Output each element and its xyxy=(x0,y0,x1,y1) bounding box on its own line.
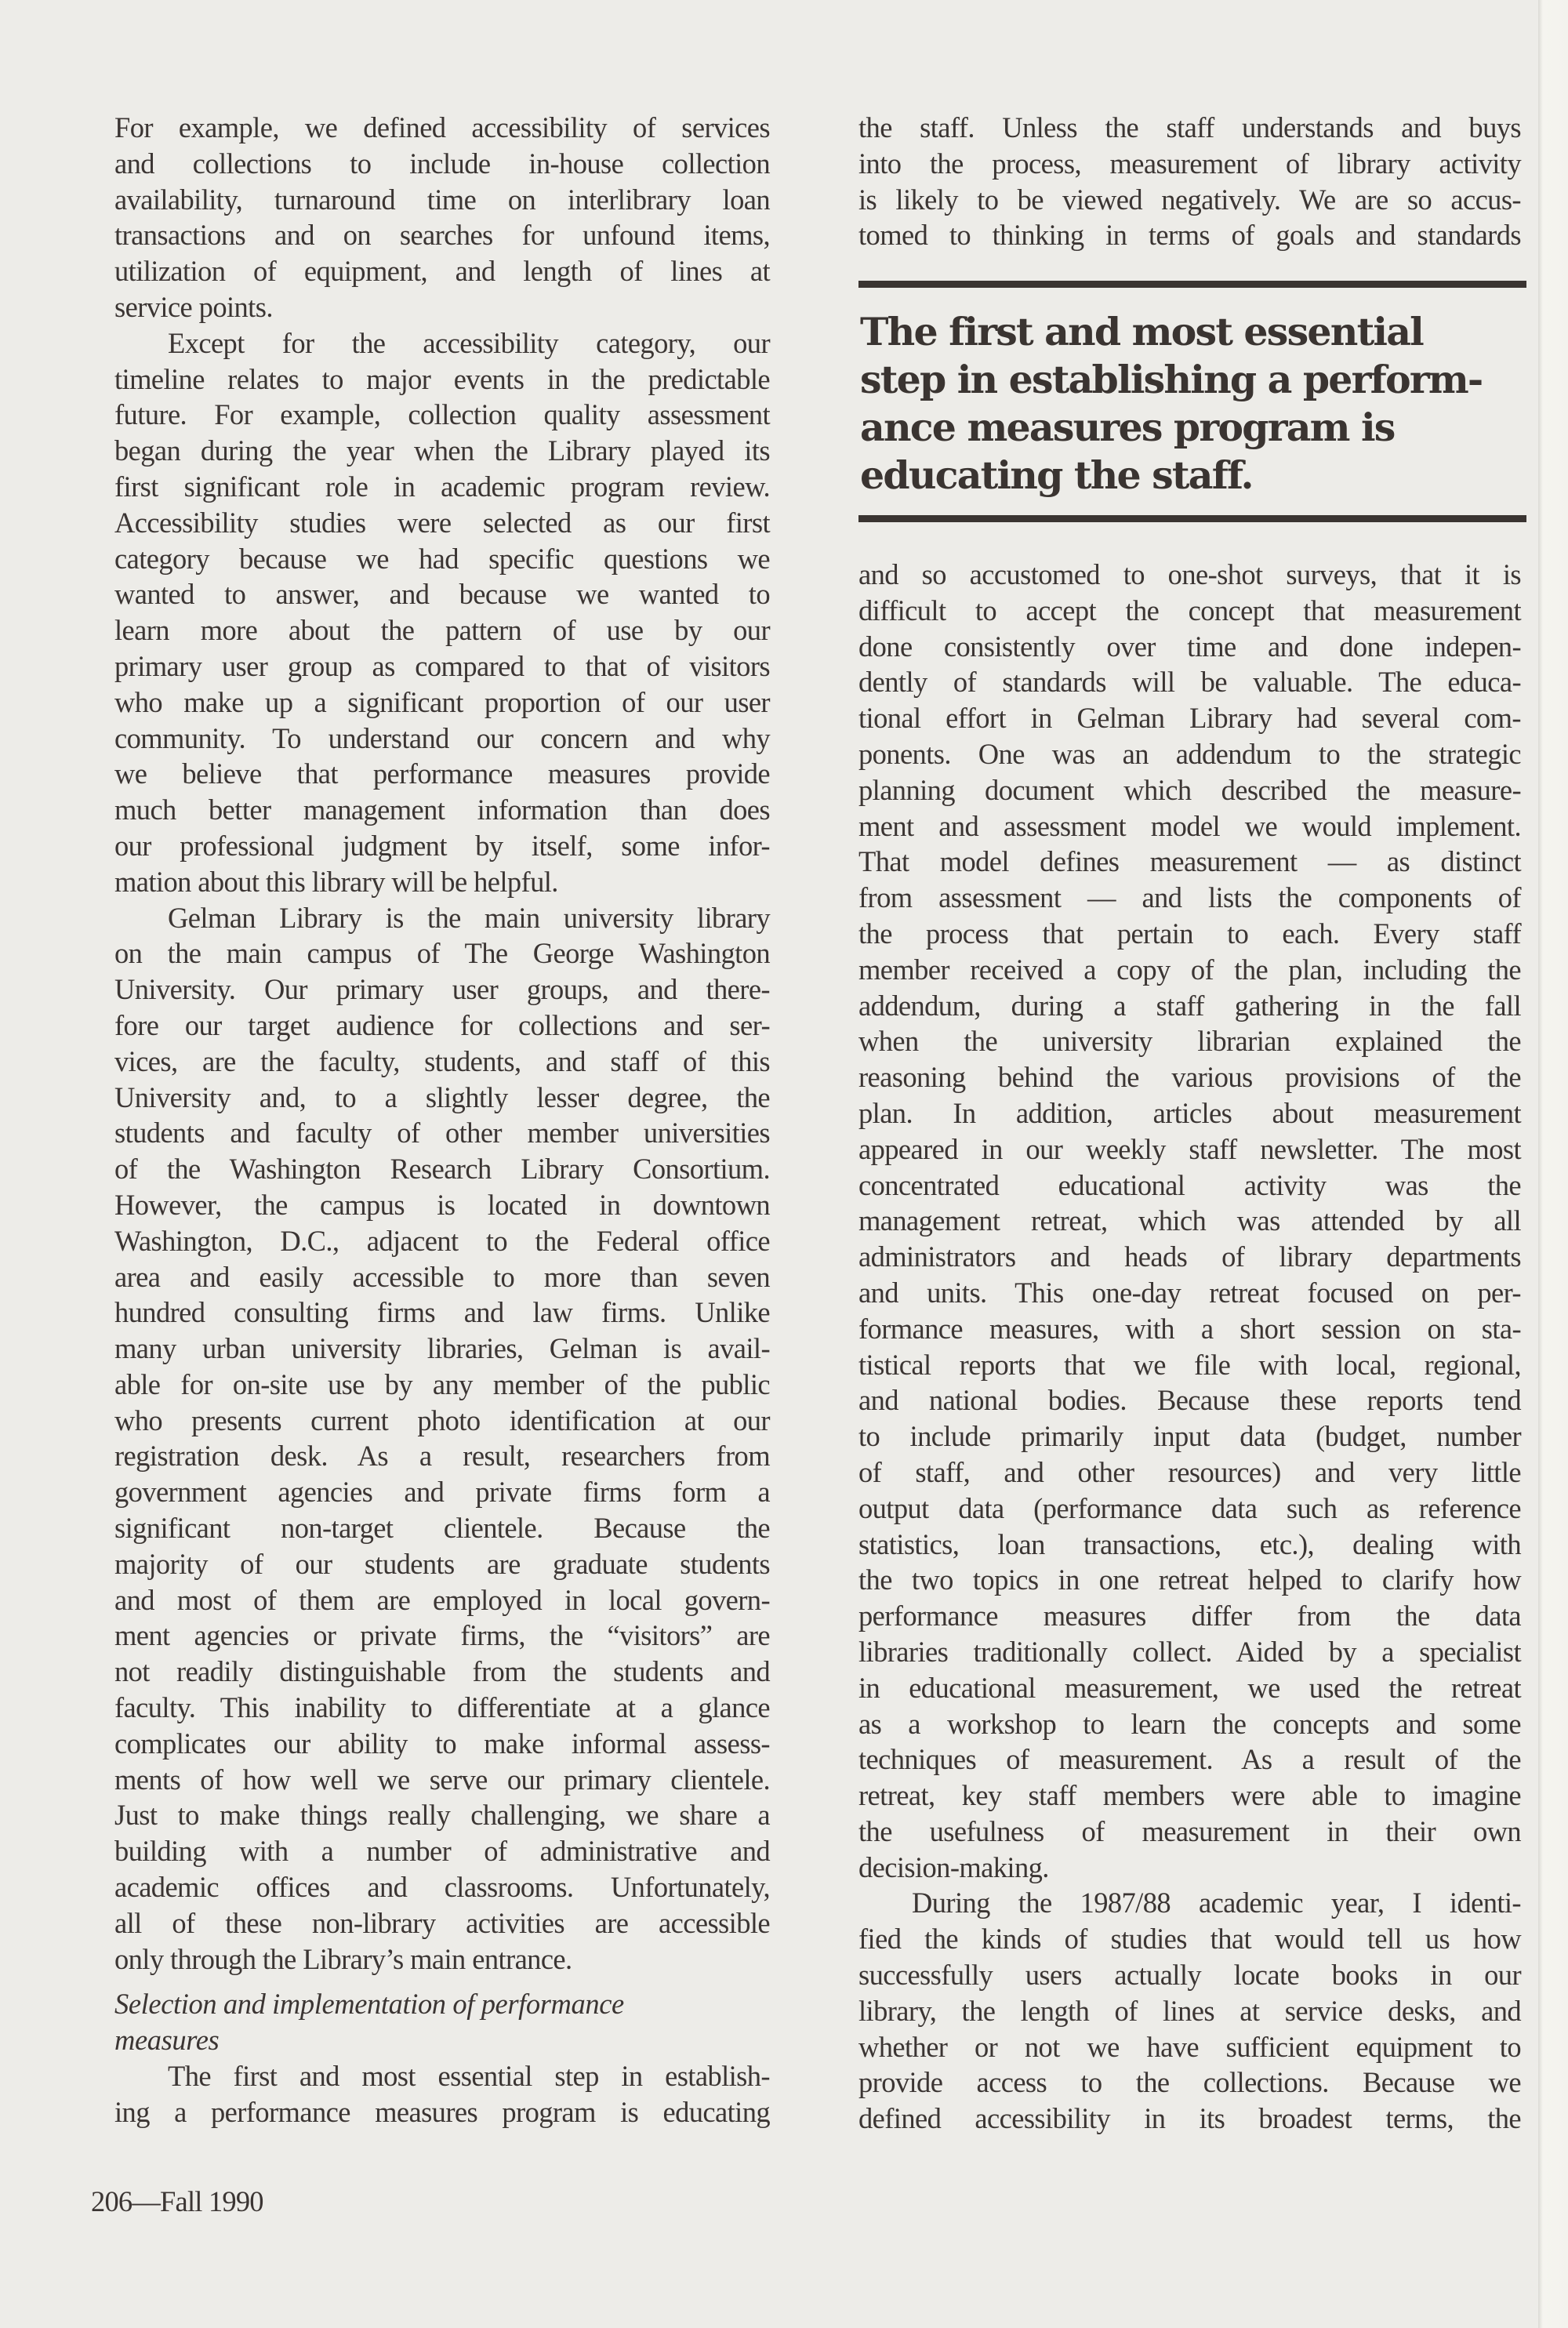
text-line: the staff. Unless the staff understands and buys xyxy=(858,111,1521,143)
text-line: who make up a significant proportion of our user xyxy=(114,685,770,718)
left-column xyxy=(114,110,770,2130)
text-line: complicates our ability to make informal assess- xyxy=(114,1727,770,1760)
pull-quote-text xyxy=(858,288,1526,515)
text-line: of staff, and other resources) and very little xyxy=(858,1455,1521,1488)
text-line: provide access to the collections. Because we xyxy=(858,2066,1521,2099)
text-line: addendum, during a staff gathering in the fall xyxy=(858,989,1521,1022)
text-line: and collections to include in-house collection xyxy=(114,147,770,180)
text-line: output data (performance data such as reference xyxy=(858,1491,1521,1524)
text-line: category because we had specific questions we xyxy=(114,542,770,575)
pull-quote-line: step in establishing a perform- xyxy=(860,357,1483,402)
text-line: and so accustomed to one-shot surveys, that it is xyxy=(858,558,1521,590)
text-line: and units. This one-day retreat focused on per- xyxy=(858,1276,1521,1309)
text-line: faculty. This inability to differentiate at a glance xyxy=(114,1691,770,1724)
text-line: Just to make things really challenging, we share a xyxy=(114,1799,770,1832)
text-line: transactions and on searches for unfound items, xyxy=(114,219,770,252)
text-line: primary user group as compared to that of visitors xyxy=(114,649,770,682)
text-line: significant non-target clientele. Because the xyxy=(114,1512,770,1545)
text-line: government agencies and private firms form a xyxy=(114,1476,770,1509)
pull-quote-line: ance measures program is xyxy=(860,405,1395,450)
text-line: techniques of measurement. As a result of the xyxy=(858,1743,1521,1776)
text-line: many urban university libraries, Gelman is avail- xyxy=(114,1332,770,1365)
text-line: ment agencies or private firms, the “visitors” are xyxy=(114,1619,770,1652)
text-line: future. For example, collection quality assessment xyxy=(114,398,770,431)
section-subheading-line: Selection and implementation of performance xyxy=(114,1988,624,2021)
pull-quote-line: The first and most essential xyxy=(860,309,1423,354)
text-line: reasoning behind the various provisions of the xyxy=(858,1061,1521,1094)
text-line: when the university librarian explained the xyxy=(858,1025,1521,1058)
text-line: wanted to answer, and because we wanted to xyxy=(114,578,770,611)
text-line: registration desk. As a result, researchers from xyxy=(114,1440,770,1473)
text-line: academic offices and classrooms. Unfortunately, xyxy=(114,1871,770,1904)
text-line: of the Washington Research Library Consortium. xyxy=(114,1153,770,1186)
text-line: hundred consulting firms and law firms. Unlike xyxy=(114,1296,770,1329)
text-line: The first and most essential step in establish- xyxy=(168,2060,770,2093)
text-line: appeared in our weekly staff newsletter. The most xyxy=(858,1132,1521,1165)
text-line: University. Our primary user groups, and there- xyxy=(114,973,770,1006)
text-line: area and easily accessible to more than seven xyxy=(114,1260,770,1293)
text-line: and national bodies. Because these reports tend xyxy=(858,1384,1521,1417)
text-line: only through the Library’s main entrance. xyxy=(114,1942,572,1975)
text-line: first significant role in academic program review. xyxy=(114,470,770,503)
text-line: ment and assessment model we would implement. xyxy=(858,809,1521,842)
text-line: ponents. One was an addendum to the strategic xyxy=(858,737,1521,770)
text-line: decision-making. xyxy=(858,1850,1049,1883)
text-line: students and faculty of other member universities xyxy=(114,1117,770,1149)
section-spacer xyxy=(114,1977,770,1986)
text-line: began during the year when the Library played its xyxy=(114,434,770,467)
text-line: member received a copy of the plan, including the xyxy=(858,953,1521,986)
text-line: concentrated educational activity was the xyxy=(858,1168,1521,1201)
text-line: fore our target audience for collections and ser- xyxy=(114,1008,770,1041)
text-line: tomed to thinking in terms of goals and standards xyxy=(858,219,1521,252)
pull-quote-line: educating the staff. xyxy=(860,452,1253,498)
text-line: all of these non-library activities are accessible xyxy=(114,1906,770,1939)
text-line: library, the length of lines at service desks, and xyxy=(858,1994,1521,2027)
text-line: community. To understand our concern and why xyxy=(114,721,770,754)
text-line: Except for the accessibility category, our xyxy=(168,326,770,359)
text-line: is likely to be viewed negatively. We are so accus- xyxy=(858,183,1521,216)
text-line: That model defines measurement — as distinct xyxy=(858,845,1521,878)
text-line: ing a performance measures program is educating xyxy=(114,2095,770,2128)
text-line: Gelman Library is the main university library xyxy=(168,901,770,934)
text-line: defined accessibility in its broadest terms, the xyxy=(858,2102,1521,2135)
text-line: timeline relates to major events in the predictable xyxy=(114,362,770,395)
text-line: mation about this library will be helpful. xyxy=(114,865,558,898)
text-line: Washington, D.C., adjacent to the Federal office xyxy=(114,1224,770,1257)
text-line: tistical reports that we file with local, regional, xyxy=(858,1348,1521,1381)
text-line: majority of our students are graduate students xyxy=(114,1547,770,1580)
text-line: we believe that performance measures provide xyxy=(114,757,770,790)
text-line: tional effort in Gelman Library had several com- xyxy=(858,702,1521,735)
text-line: performance measures differ from the data xyxy=(858,1600,1521,1633)
text-line: planning document which described the measure- xyxy=(858,773,1521,806)
text-line: the two topics in one retreat helped to clarify how xyxy=(858,1564,1521,1596)
text-line: to include primarily input data (budget, number xyxy=(858,1420,1521,1453)
text-line: retreat, key staff members were able to imagine xyxy=(858,1779,1521,1812)
text-line: able for on-site use by any member of the public xyxy=(114,1367,770,1400)
text-line: the usefulness of measurement in their own xyxy=(858,1814,1521,1847)
text-line: utilization of equipment, and length of lines at xyxy=(114,255,770,288)
text-line: administrators and heads of library departments xyxy=(858,1240,1521,1273)
text-line: fied the kinds of studies that would tell us how xyxy=(858,1923,1521,1956)
text-line: formance measures, with a short session on sta- xyxy=(858,1312,1521,1345)
text-line: building with a number of administrative and xyxy=(114,1835,770,1868)
text-line: our professional judgment by itself, some infor- xyxy=(114,829,770,862)
text-line: the process that pertain to each. Every staff xyxy=(858,917,1521,950)
text-line: in educational measurement, we used the retreat xyxy=(858,1671,1521,1704)
text-line: statistics, loan transactions, etc.), dealing with xyxy=(858,1527,1521,1560)
pull-quote-bottom-rule xyxy=(858,515,1526,522)
text-line: ments of how well we serve our primary clientele. xyxy=(114,1763,770,1796)
text-line: During the 1987/88 academic year, I identi- xyxy=(912,1887,1521,1919)
text-line: plan. In addition, articles about measurement xyxy=(858,1096,1521,1129)
text-line: successfully users actually locate books in our xyxy=(858,1959,1521,1992)
text-line: whether or not we have sufficient equipment to xyxy=(858,2030,1521,2063)
text-line: Accessibility studies were selected as our first xyxy=(114,506,770,539)
text-line: dently of standards will be valuable. The educa- xyxy=(858,666,1521,699)
text-line: who presents current photo identification at our xyxy=(114,1404,770,1436)
page-folio: 206—Fall 1990 xyxy=(91,2185,263,2217)
text-line: availability, turnaround time on interlibrary loan xyxy=(114,183,770,216)
text-line: service points. xyxy=(114,290,273,323)
text-line: not readily distinguishable from the students and xyxy=(114,1655,770,1688)
text-line: done consistently over time and done indepen- xyxy=(858,630,1521,663)
text-line: management retreat, which was attended by all xyxy=(858,1204,1521,1237)
pull-quote-top-rule xyxy=(858,281,1526,288)
text-line: into the process, measurement of library activity xyxy=(858,147,1521,180)
text-line: difficult to accept the concept that measurement xyxy=(858,594,1521,626)
text-line: from assessment — and lists the components of xyxy=(858,881,1521,914)
text-line: For example, we defined accessibility of services xyxy=(114,111,770,143)
page-edge xyxy=(1538,0,1568,2328)
section-subheading-line: measures xyxy=(114,2024,220,2057)
text-line: and most of them are employed in local govern- xyxy=(114,1583,770,1616)
text-line: However, the campus is located in downtown xyxy=(114,1188,770,1221)
right-column-body xyxy=(858,557,1521,2137)
pull-quote xyxy=(858,281,1526,522)
text-line: University and, to a slightly lesser degree, the xyxy=(114,1080,770,1113)
right-column-top xyxy=(858,110,1521,253)
text-line: vices, are the faculty, students, and staff of this xyxy=(114,1044,770,1077)
text-line: much better management information than does xyxy=(114,794,770,826)
text-line: learn more about the pattern of use by our xyxy=(114,614,770,647)
text-line: libraries traditionally collect. Aided by a specialist xyxy=(858,1635,1521,1668)
text-line: on the main campus of The George Washington xyxy=(114,937,770,970)
text-line: as a workshop to learn the concepts and some xyxy=(858,1707,1521,1740)
